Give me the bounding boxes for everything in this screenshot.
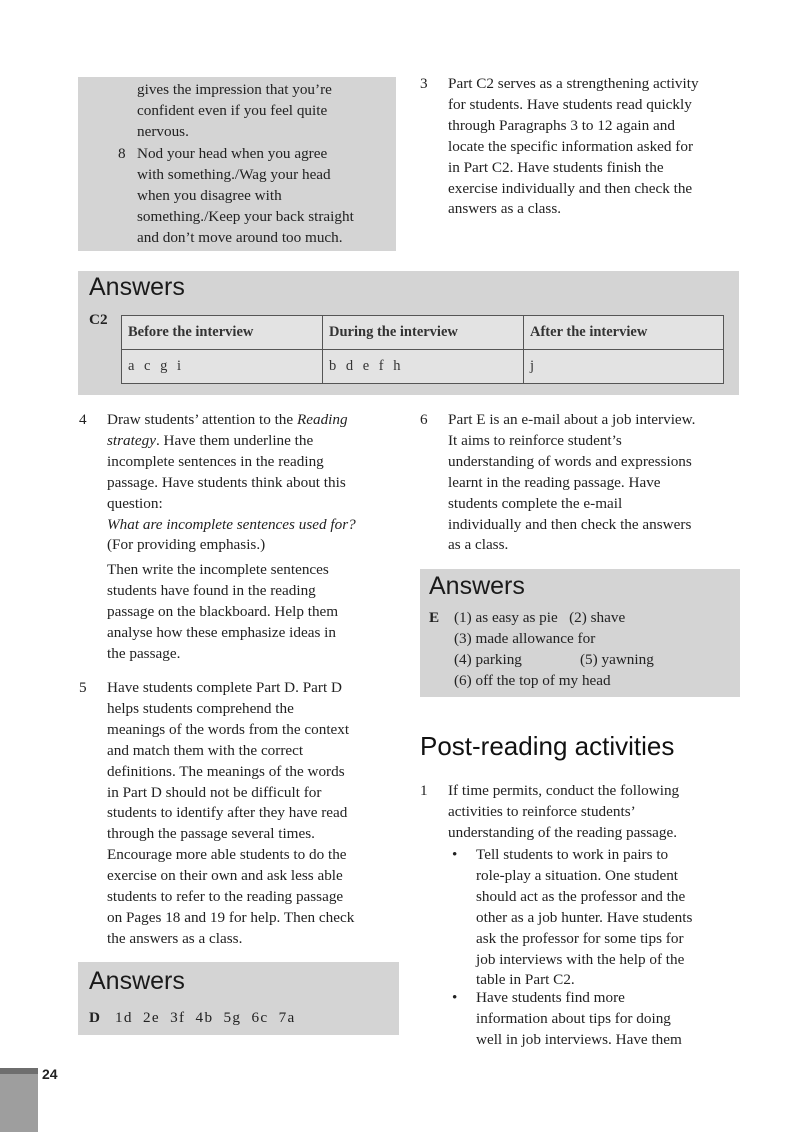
bullet-item-2	[452, 988, 752, 1051]
step-6-line: understanding of words and expressions	[448, 452, 692, 470]
step-6-line: individually and then check the answers	[448, 515, 692, 533]
step-5-number: 5	[79, 679, 87, 696]
step-4-line2-text: . Have them underline the	[155, 431, 314, 449]
post-step-1-line: activities to reinforce students’	[448, 802, 636, 820]
bullet-1-line: other as a job hunter. Have students	[476, 908, 693, 926]
post-reading-step-1	[420, 781, 760, 844]
post-reading-heading: Post-reading activities	[420, 731, 675, 761]
step-4-line: students have found in the reading	[107, 582, 316, 600]
step-3	[420, 74, 760, 220]
step-6-line: learnt in the reading passage. Have	[448, 473, 661, 491]
page-edge-tab	[0, 1068, 38, 1132]
tip8-number: 8	[118, 145, 126, 162]
step-5-line: definitions. The meanings of the words	[107, 762, 345, 780]
answers-e-line: (1) as easy as pie (2) shave	[454, 609, 626, 626]
step-5-line: Have students complete Part D. Part D	[107, 679, 342, 696]
step-3-line: in Part C2. Have students finish the	[448, 158, 664, 176]
step-6-line: students complete the e-mail	[448, 494, 623, 512]
step-6-line: as a class.	[448, 536, 509, 554]
step-4-line2	[107, 431, 399, 452]
step-3-line: through Paragraphs 3 to 12 again and	[448, 116, 675, 134]
step-4-line1-text: Draw students’ attention to the	[107, 411, 297, 428]
answers-e-item5: (5) yawning	[580, 650, 654, 668]
tip8-line1: Nod your head when you agree	[137, 145, 328, 162]
tip7-line1: gives the impression that you’re	[137, 81, 332, 98]
tip8-line2: with something./Wag your head	[137, 165, 331, 183]
bullet-2-line: information about tips for doing	[476, 1009, 671, 1027]
step-6-line: Part E is an e-mail about a job interview.	[448, 411, 696, 428]
bullet-1-line: table in Part C2.	[476, 971, 575, 989]
step-4-line: passage. Have students think about this	[107, 473, 346, 491]
step-3-line: exercise individually and then check the	[448, 179, 693, 197]
step-4-line: Then write the incomplete sentences	[107, 561, 329, 579]
answers-e-line: (6) off the top of my head	[454, 671, 611, 689]
bullet-1-line: ask the professor for some tips for	[476, 929, 684, 947]
tips-continuation-text	[137, 80, 397, 143]
bullet-dot: •	[452, 846, 458, 863]
tip8-line4: something./Keep your back straight	[137, 207, 354, 225]
step-6-number: 6	[420, 411, 428, 428]
bullet-item-1	[452, 845, 752, 991]
table-header-cell: Before the interview	[122, 316, 323, 350]
bullet-1-line: job interviews with the help of the	[476, 950, 685, 968]
table-cell: b d e f h	[323, 350, 524, 384]
tip7-line2: confident even if you feel quite	[137, 101, 328, 119]
answers-e-list	[454, 608, 734, 692]
step-5-line: and match them with the correct	[107, 741, 304, 759]
step-5-line: students to identify after they have read	[107, 804, 348, 822]
step-4-line1	[107, 410, 399, 431]
bullet-1-line: role-play a situation. One student	[476, 866, 679, 884]
table-cell: a c g i	[122, 350, 323, 384]
step-5	[79, 678, 399, 950]
answers-e-label: E	[429, 609, 440, 626]
tip8-line5: and don’t move around too much.	[137, 228, 343, 246]
step-4-line: analyse how these emphasize ideas in	[107, 624, 336, 642]
step-3-number: 3	[420, 75, 428, 92]
step-3-line: locate the specific information asked for	[448, 137, 694, 155]
tip8-line3: when you disagree with	[137, 186, 282, 204]
step-5-line: Encourage more able students to do the	[107, 846, 347, 864]
step-5-line: helps students comprehend the	[107, 699, 294, 717]
step-4-number: 4	[79, 411, 87, 428]
table-cell: j	[524, 350, 724, 384]
answers-c2-title: Answers	[89, 273, 185, 301]
answers-d-label: D	[89, 1009, 100, 1026]
step-4-line: passage on the blackboard. Help them	[107, 603, 339, 621]
step-6-line: It aims to reinforce student’s	[448, 431, 622, 449]
step-3-line: for students. Have students read quickly	[448, 95, 692, 113]
table-header-cell: After the interview	[524, 316, 724, 350]
bullet-1-line: Tell students to work in pairs to	[476, 846, 669, 863]
answers-c2-table	[121, 315, 724, 384]
post-step-1-line: understanding of the reading passage.	[448, 823, 678, 841]
step-3-line: Part C2 serves as a strengthening activity	[448, 75, 699, 92]
page-number: 24	[42, 1066, 58, 1082]
answers-e-item4: (4) parking	[454, 650, 522, 668]
step-4-answer: (For providing emphasis.)	[107, 536, 266, 554]
table-header-cell: During the interview	[323, 316, 524, 350]
answers-d-text: 1d 2e 3f 4b 5g 6c 7a	[115, 1009, 296, 1026]
answers-e-title: Answers	[429, 572, 525, 600]
answers-c2-label: C2	[89, 311, 108, 328]
step-4-question: What are incomplete sentences used for?	[107, 515, 356, 533]
step-4-line1-italic: Reading	[296, 411, 348, 428]
step-4-line2-italic: strategy	[107, 431, 156, 449]
table-row	[122, 350, 724, 384]
step-5-line: the answers as a class.	[107, 929, 243, 947]
bullet-1-line: should act as the professor and the	[476, 887, 686, 905]
tip8	[118, 144, 398, 249]
step-4	[79, 410, 399, 665]
step-4-line: the passage.	[107, 644, 181, 662]
bullet-dot: •	[452, 989, 458, 1006]
table-header-row	[122, 316, 724, 350]
step-5-line: exercise on their own and ask less able	[107, 867, 343, 885]
step-5-line: on Pages 18 and 19 for help. Then check	[107, 908, 355, 926]
bullet-2-line: Have students find more	[476, 989, 625, 1006]
step-5-line: students to refer to the reading passage	[107, 888, 344, 906]
answers-d-title: Answers	[89, 967, 185, 995]
bullet-2-line: well in job interviews. Have them	[476, 1030, 682, 1048]
step-4-line: incomplete sentences in the reading	[107, 452, 324, 470]
step-5-line: in Part D should not be difficult for	[107, 783, 322, 801]
post-step-1-number: 1	[420, 782, 428, 799]
step-4-line: question:	[107, 494, 163, 512]
tip7-line3: nervous.	[137, 122, 189, 140]
step-6	[420, 410, 760, 556]
answers-e-line4	[454, 650, 734, 671]
step-5-line: meanings of the words from the context	[107, 720, 350, 738]
page-edge-tab-top	[0, 1068, 38, 1074]
step-5-line: through the passage several times.	[107, 825, 315, 843]
step-3-line: answers as a class.	[448, 200, 562, 218]
answers-e-line: (3) made allowance for	[454, 629, 596, 647]
post-step-1-line: If time permits, conduct the following	[448, 782, 680, 799]
